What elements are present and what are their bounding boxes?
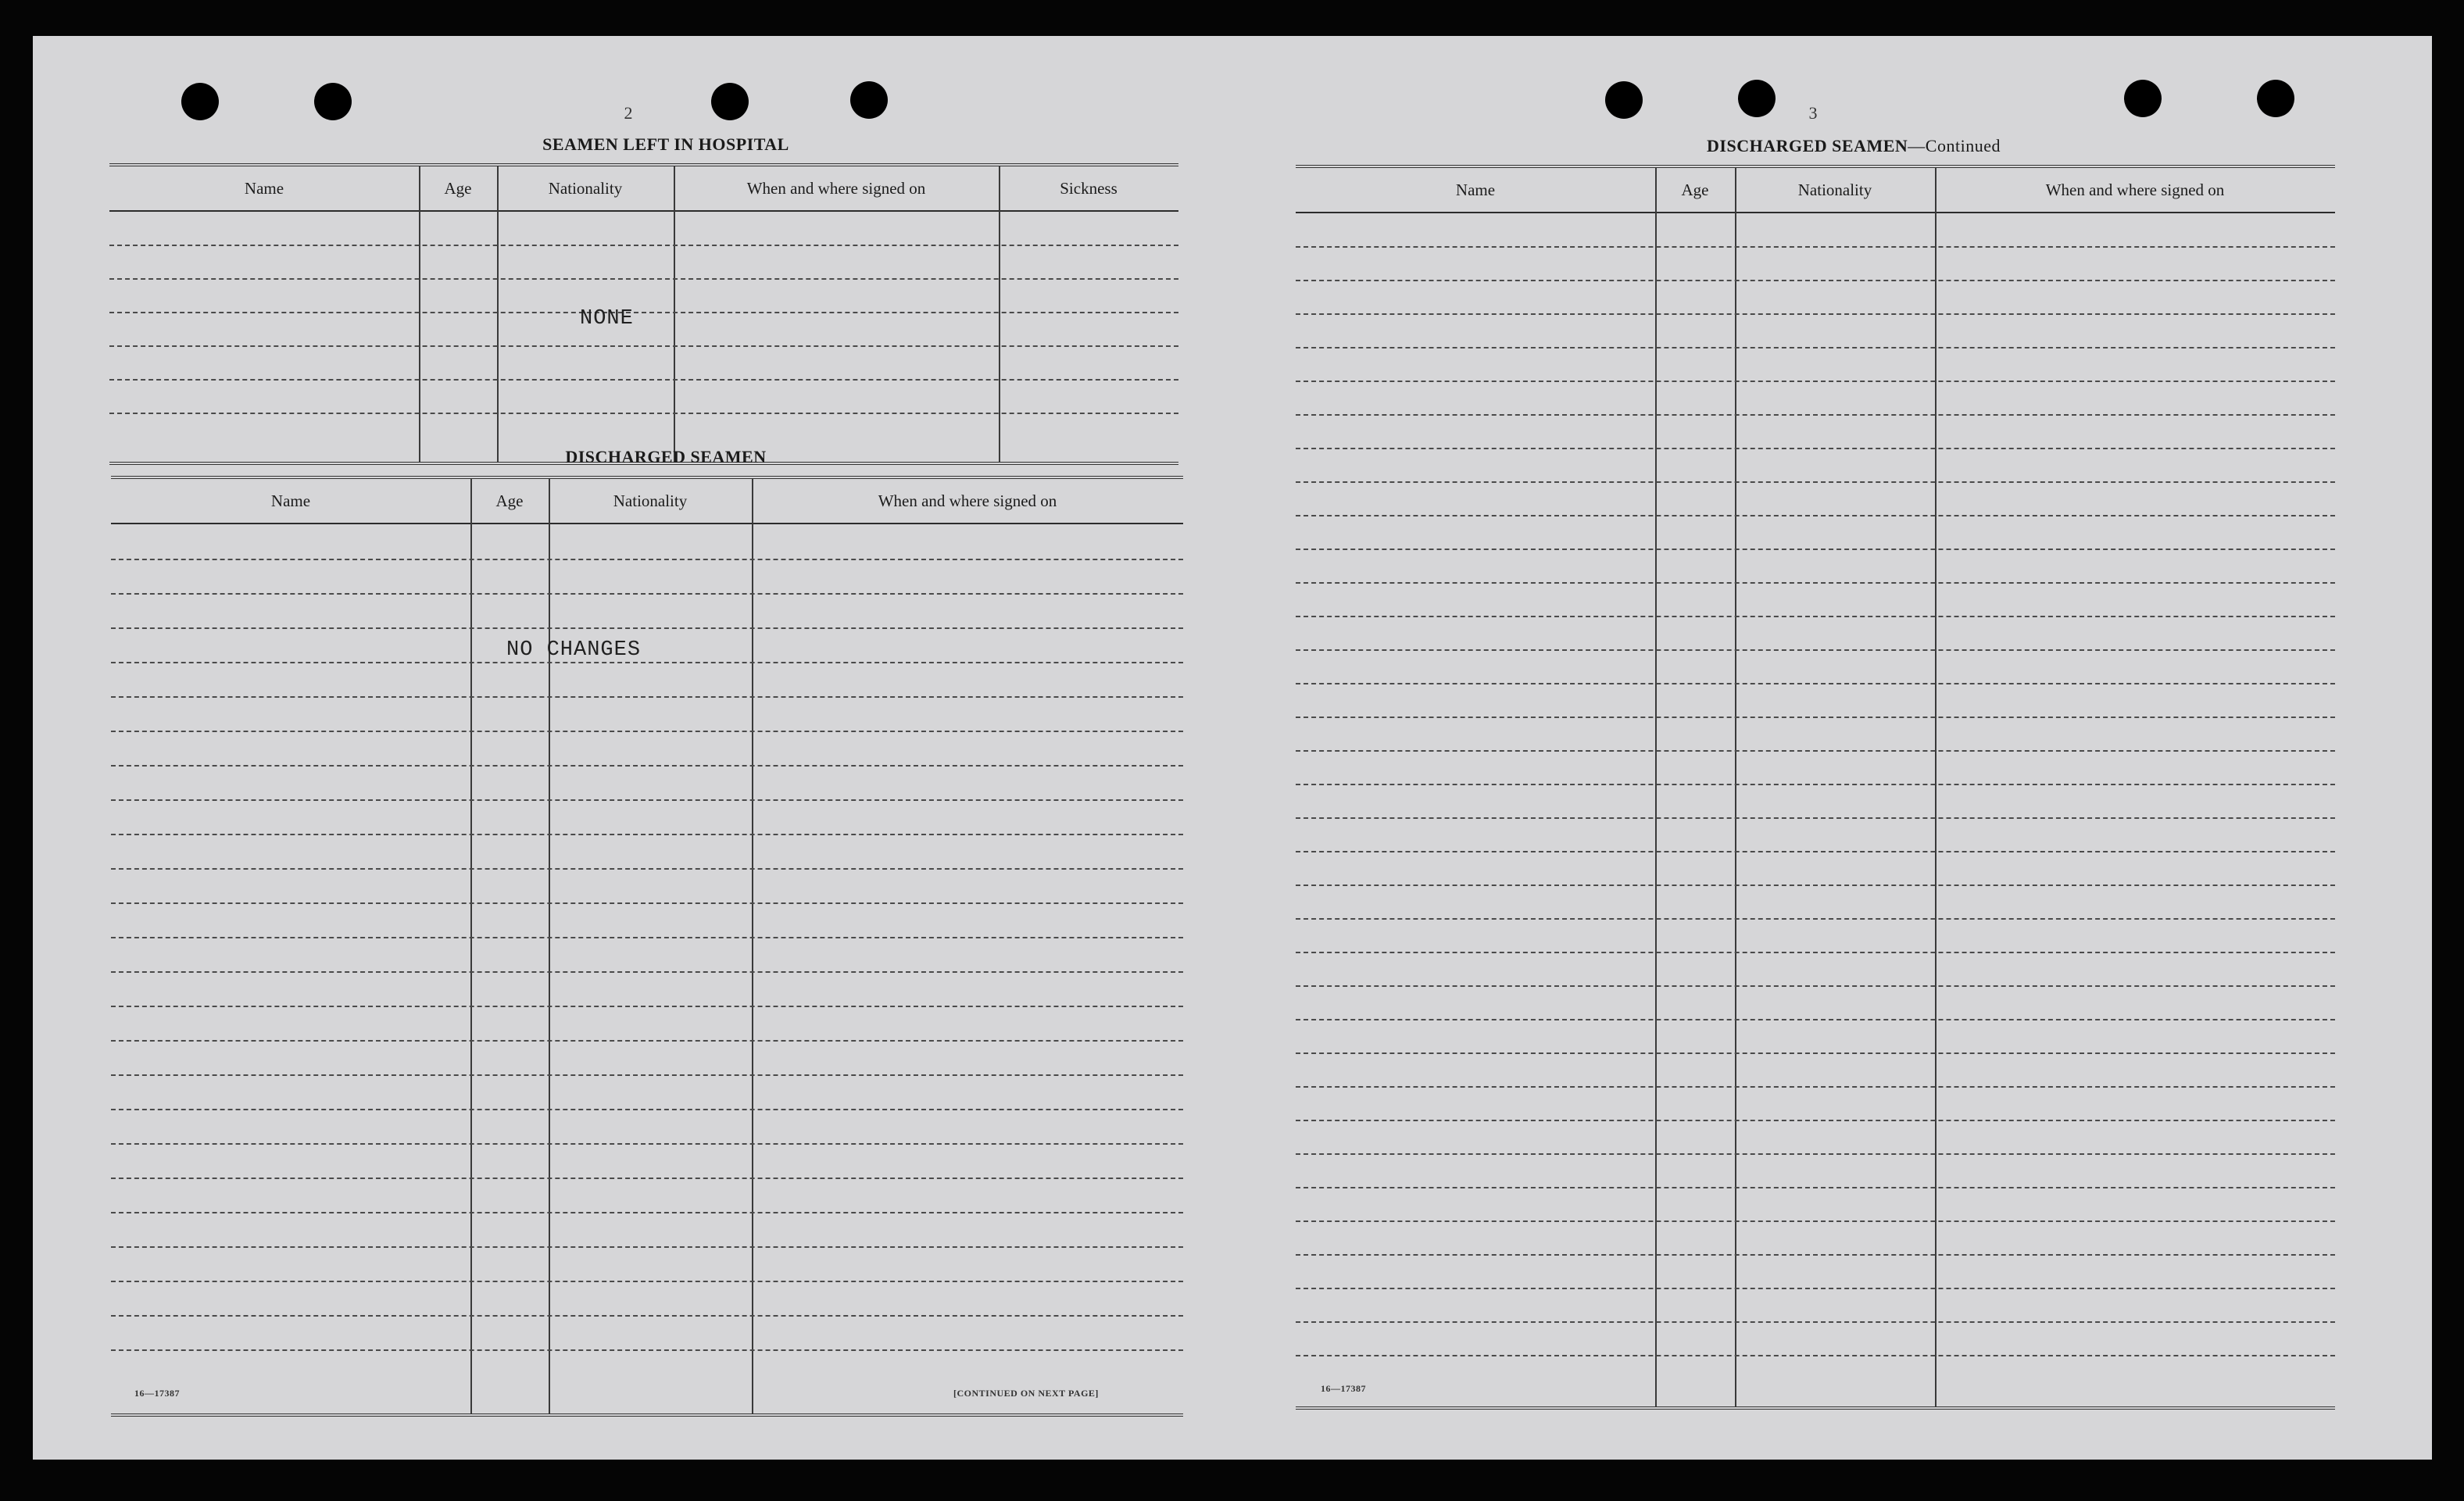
discharged-continued-suffix: —Continued xyxy=(1908,136,2001,155)
row-rule xyxy=(1296,750,2335,752)
row-rule xyxy=(109,379,1178,381)
row-rule xyxy=(1296,1086,2335,1088)
row-rule xyxy=(1296,1288,2335,1289)
col-header-signed-on: When and where signed on xyxy=(2045,180,2225,199)
row-rule xyxy=(1296,1153,2335,1155)
row-rule xyxy=(1296,246,2335,248)
row-rule xyxy=(1296,717,2335,718)
col-header-name: Name xyxy=(270,491,311,510)
discharged-section-title: DISCHARGED SEAMEN xyxy=(565,447,767,466)
punch-hole-icon xyxy=(314,83,352,120)
col-header-signed-on: When and where signed on xyxy=(878,491,1057,510)
hospital-section-title: SEAMEN LEFT IN HOSPITAL xyxy=(542,134,789,154)
col-header-sickness: Sickness xyxy=(1060,179,1118,198)
row-rule xyxy=(111,627,1183,629)
row-rule xyxy=(1296,649,2335,651)
row-rule xyxy=(111,1074,1183,1076)
column-rule xyxy=(752,479,753,1413)
column-rule xyxy=(999,166,1000,462)
row-rule xyxy=(111,662,1183,663)
row-rule xyxy=(111,902,1183,904)
row-rule xyxy=(111,1212,1183,1213)
row-rule xyxy=(111,868,1183,870)
none-stamp: NONE xyxy=(580,307,634,331)
row-rule xyxy=(1296,851,2335,852)
header-rule xyxy=(1296,212,2335,213)
row-rule xyxy=(1296,985,2335,987)
row-rule xyxy=(111,731,1183,732)
row-rule xyxy=(1296,1120,2335,1121)
punch-hole-icon xyxy=(2124,80,2162,117)
row-rule xyxy=(109,345,1178,347)
row-rule xyxy=(111,1040,1183,1042)
col-header-age: Age xyxy=(495,491,524,510)
row-rule xyxy=(111,593,1183,595)
header-rule xyxy=(109,210,1178,212)
col-header-age: Age xyxy=(1681,180,1709,199)
header-rule xyxy=(111,523,1183,524)
page-number-left: 2 xyxy=(624,103,633,123)
row-rule xyxy=(1296,381,2335,382)
row-rule xyxy=(1296,313,2335,315)
col-header-signed-on: When and where signed on xyxy=(746,179,926,198)
row-rule xyxy=(109,278,1178,280)
form-number-left: 16—17387 xyxy=(134,1388,180,1399)
continued-note: [CONTINUED ON NEXT PAGE] xyxy=(953,1388,1099,1399)
row-rule xyxy=(111,1246,1183,1248)
row-rule xyxy=(111,1143,1183,1145)
row-rule xyxy=(111,799,1183,801)
row-rule xyxy=(1296,1052,2335,1054)
page-number-right: 3 xyxy=(1808,103,1818,123)
row-rule xyxy=(111,696,1183,698)
row-rule xyxy=(1296,918,2335,920)
col-header-nationality: Nationality xyxy=(1797,180,1872,199)
row-rule xyxy=(1296,582,2335,584)
row-rule xyxy=(1296,549,2335,550)
col-header-name: Name xyxy=(244,179,284,198)
column-rule xyxy=(470,479,472,1413)
row-rule xyxy=(1296,616,2335,617)
discharged-table xyxy=(111,476,1183,1417)
punch-hole-icon xyxy=(181,83,219,120)
row-rule xyxy=(109,312,1178,313)
col-header-nationality: Nationality xyxy=(613,491,688,510)
row-rule xyxy=(1296,885,2335,886)
row-rule xyxy=(111,1006,1183,1007)
row-rule xyxy=(111,765,1183,767)
column-rule xyxy=(549,479,550,1413)
row-rule xyxy=(1296,280,2335,281)
col-header-nationality: Nationality xyxy=(548,179,623,198)
punch-hole-icon xyxy=(2257,80,2294,117)
no-changes-stamp: NO CHANGES xyxy=(506,638,642,662)
row-rule xyxy=(1296,683,2335,684)
col-header-name: Name xyxy=(1455,180,1496,199)
row-rule xyxy=(111,559,1183,560)
row-rule xyxy=(111,1315,1183,1317)
row-rule xyxy=(111,1178,1183,1179)
row-rule xyxy=(1296,448,2335,449)
punch-hole-icon xyxy=(850,81,888,119)
row-rule xyxy=(1296,1220,2335,1222)
punch-hole-icon xyxy=(711,83,749,120)
punch-hole-icon xyxy=(1738,80,1776,117)
row-rule xyxy=(111,937,1183,938)
row-rule xyxy=(1296,952,2335,953)
discharged-continued-table xyxy=(1296,165,2335,1410)
row-rule xyxy=(111,1109,1183,1110)
punch-hole-icon xyxy=(1605,81,1643,119)
form-number-right: 16—17387 xyxy=(1321,1383,1366,1394)
row-rule xyxy=(1296,1321,2335,1323)
row-rule xyxy=(109,245,1178,246)
discharged-continued-title xyxy=(1565,136,2143,156)
column-rule xyxy=(419,166,420,462)
row-rule xyxy=(111,971,1183,973)
row-rule xyxy=(109,413,1178,414)
row-rule xyxy=(1296,414,2335,416)
row-rule xyxy=(111,1281,1183,1282)
row-rule xyxy=(1296,817,2335,819)
row-rule xyxy=(1296,1019,2335,1020)
column-rule xyxy=(497,166,499,462)
row-rule xyxy=(1296,1187,2335,1188)
discharged-continued-title-main: DISCHARGED SEAMEN xyxy=(1707,136,1908,155)
row-rule xyxy=(1296,1254,2335,1256)
hospital-table xyxy=(109,163,1178,465)
row-rule xyxy=(111,1349,1183,1351)
row-rule xyxy=(1296,347,2335,348)
document-sheet xyxy=(33,36,2432,1460)
row-rule xyxy=(111,834,1183,835)
column-rule xyxy=(674,166,675,462)
row-rule xyxy=(1296,515,2335,516)
row-rule xyxy=(1296,1355,2335,1356)
col-header-age: Age xyxy=(444,179,472,198)
row-rule xyxy=(1296,481,2335,483)
row-rule xyxy=(1296,784,2335,785)
